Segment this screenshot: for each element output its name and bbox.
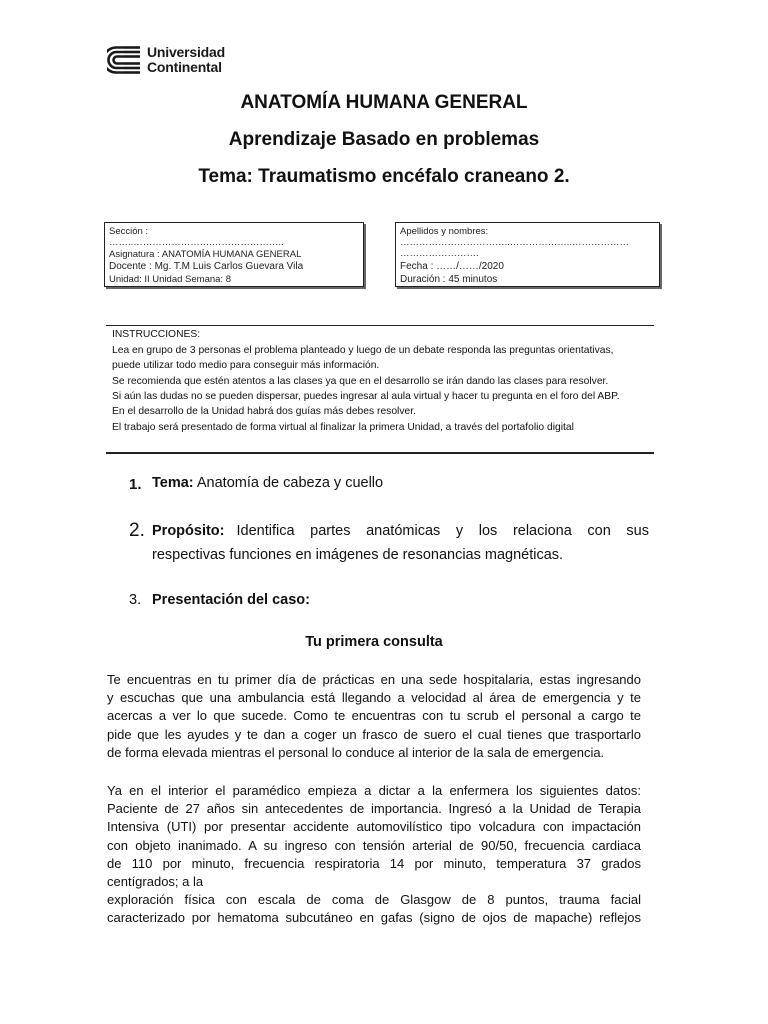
topic-label: Tema: [152, 475, 194, 491]
case-heading: Presentación del caso: [152, 592, 310, 608]
instruction-line: En el desarrollo de la Unidad habrá dos guías más debes resolver. [112, 406, 416, 417]
course-title: ANATOMÍA HUMANA GENERAL [240, 92, 528, 113]
case-paragraph-1 [107, 671, 641, 762]
purpose-text-1: Identifica partes anatómicas y los relaciona con sus [236, 523, 649, 539]
university-logo-icon [107, 46, 141, 74]
duration-line: Duración : 45 minutos [400, 274, 498, 285]
topic-item [152, 475, 383, 491]
purpose-text-2: respectivas funciones en imágenes de resonancias magnéticas. [152, 547, 564, 563]
university-logo [107, 44, 237, 78]
name-label: Apellidos y nombres: [400, 226, 489, 237]
paragraph-line: de 110 por minuto, frecuencia respiratoria 14 por minuto, temperatura 37 grados [107, 855, 641, 871]
case-paragraph-2 [107, 782, 641, 928]
teacher-line: Docente : Mg. T.M Luis Carlos Guevara Vila [109, 261, 304, 272]
paragraph-line: y escuchas que una ambulancia está llegando a velocidad al área de emergencia y te [107, 690, 641, 706]
subject-line: Asignatura : ANATOMÍA HUMANA GENERAL [109, 249, 302, 260]
section-label: Sección : [109, 226, 149, 237]
paragraph-line: Intensiva (UTI) por presentar accidente automovilístico tipo volcadura con impactación [107, 819, 641, 835]
case-subtitle: Tu primera consulta [305, 634, 443, 650]
course-info-box [104, 222, 364, 287]
instructions-block [106, 325, 654, 454]
logo-line-2: Continental [147, 59, 222, 75]
section-field: ……..…………………….………………….. [109, 237, 284, 248]
paragraph-line: acercas a ver lo que sucede. Como te encuentras con tu scrub el personal a cargo te [107, 708, 641, 724]
paragraph-line: centígrados; a la [107, 873, 204, 889]
item-number-3: 3. [129, 592, 142, 608]
paragraph-line: caracterizado por hematoma subcutáneo en gafas (signo de ojos de mapache) reflejos [107, 910, 641, 926]
topic-title: Tema: Traumatismo encéfalo craneano 2. [198, 166, 570, 187]
instruction-line: Si aún las dudas no se pueden dispersar, puedes ingresar al aula virtual y hacer tu pregunta en el foro del ABP. [112, 391, 620, 402]
paragraph-line: Ya en el interior el paramédico empieza a dictar a la enfermera los siguientes datos: [107, 783, 641, 798]
instruction-line: Lea en grupo de 3 personas el problema planteado y luego de un debate responda las preguntas orientativas, [112, 345, 614, 356]
method-title: Aprendizaje Basado en problemas [228, 129, 540, 150]
topic-text: Anatomía de cabeza y cuello [196, 475, 384, 491]
logo-line-1: Universidad [147, 44, 225, 60]
instruction-line: El trabajo será presentado de forma virtual al finalizar la primera Unidad, a través del portafolio digital [112, 422, 574, 433]
student-info-box [395, 222, 660, 287]
instructions-heading: INSTRUCCIONES: [112, 329, 201, 340]
paragraph-line: pide que les ayudes y te dan a coger un frasco de suero el cual tienes que trasportarlo [107, 726, 641, 742]
paragraph-line: Paciente de 27 años sin antecedentes de importancia. Ingresó a la Unidad de Terapia [107, 801, 641, 817]
instruction-line: Se recomienda que estén atentos a las clases ya que en el desarrollo se irán dando las clases para resolver. [112, 376, 609, 387]
purpose-label: Propósito: [152, 523, 225, 539]
paragraph-line: Te encuentras en tu primer día de prácticas en una sede hospitalaria, estas ingresando [107, 672, 641, 687]
item-number-1: 1. [129, 476, 142, 493]
name-field-2: ……………………. [400, 248, 479, 259]
paragraph-line: de forma elevada mientras el personal lo conduce al interior de la sala de emergencia. [107, 744, 605, 760]
unit-line: Unidad: II Unidad Semana: 8 [109, 274, 231, 285]
paragraph-line: con objeto inanimado. A su ingreso con tensión arterial de 90/50, frecuencia cardiaca [107, 837, 641, 853]
paragraph-line: exploración física con escala de coma de Glasgow de 8 puntos, trauma facial [107, 892, 641, 908]
item-number-2: 2. [129, 520, 145, 541]
purpose-line-1 [152, 523, 649, 539]
name-field-1: ……………………………..………………..……………… [400, 237, 630, 248]
date-line: Fecha : ……/……/2020 [400, 261, 504, 272]
instruction-line: puede utilizar todo medio para conseguir más información. [112, 360, 380, 371]
